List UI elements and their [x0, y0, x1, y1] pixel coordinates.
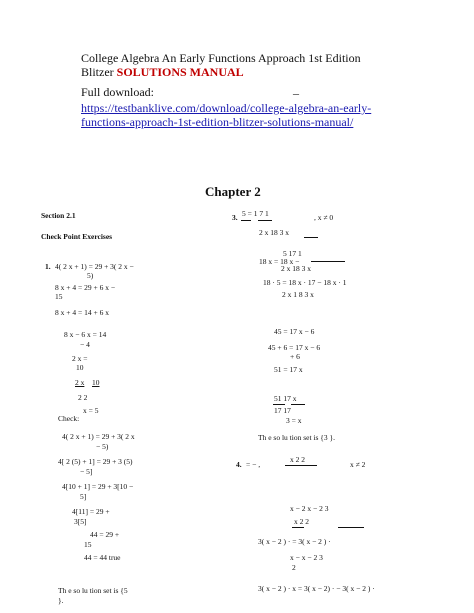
full-download-label: Full download:: [81, 85, 155, 99]
p3-line: 18 x = 18 x −: [259, 257, 300, 266]
check-line: 3[5]: [74, 517, 87, 526]
p4-line: x 2 2: [294, 517, 309, 526]
fraction-bar: [258, 220, 272, 221]
check-label: Check:: [58, 414, 80, 423]
author-line: [81, 65, 244, 79]
p1-line: 2 2: [78, 393, 88, 402]
p3-line: 51 = 17 x: [274, 365, 303, 374]
p3-line: 5 17 1: [283, 249, 302, 258]
p1-line: 15: [55, 292, 63, 301]
p4-line: x − x − 2 3: [290, 553, 323, 562]
check-line: 4( 2 x + 1) = 29 + 3( 2 x: [62, 432, 135, 441]
p4-line: x 2 2: [290, 455, 305, 464]
solution-set-3: Th e so lu tion set is {3 }.: [258, 433, 335, 442]
p4-line: = − ,: [246, 460, 261, 469]
download-link-line-2[interactable]: functions-approach-1st-edition-blitzer-solutions-manual/: [81, 115, 354, 129]
solution-set-1: Th e so lu tion set is {5: [58, 586, 128, 595]
p1-line: − 4: [80, 340, 90, 349]
chapter-title: Chapter 2: [205, 184, 261, 199]
check-line: 44 = 44 true: [84, 553, 121, 562]
p1-line: 8 x + 4 = 29 + 6 x −: [55, 283, 116, 292]
p4-line: 3( x − 2 ) · x = 3( x − 2) · − 3( x − 2 ) ·: [258, 584, 375, 593]
check-line: − 5]: [80, 467, 93, 476]
p1-line: 10: [92, 378, 100, 387]
title-line: College Algebra An Early Functions Approach 1st Edition: [81, 51, 361, 65]
fraction-bar: [338, 527, 364, 528]
p3-line: 5 = 1 7 1: [242, 209, 269, 218]
p4-line: x − 2 x − 2 3: [290, 504, 329, 513]
download-link-line-1[interactable]: https://testbanklive.com/download/college-algebra-an-early-: [81, 101, 372, 115]
p1-line: x = 5: [83, 406, 99, 415]
p3-line: + 6: [290, 352, 300, 361]
problem-4-number: 4.: [236, 460, 242, 469]
fraction-bar: [304, 237, 318, 238]
p3-line: 45 + 6 = 17 x − 6: [268, 343, 321, 352]
problem-3-number: 3.: [232, 213, 238, 222]
check-line: 4[11] = 29 +: [72, 507, 110, 516]
check-line: 4[10 + 1] = 29 + 3[10 −: [62, 482, 134, 491]
section-heading: Section 2.1: [41, 211, 76, 220]
fraction-bar: [311, 261, 345, 262]
p1-line: 8 x − 6 x = 14: [64, 330, 107, 339]
p3-line: 45 = 17 x − 6: [274, 327, 315, 336]
check-line: 5]: [80, 492, 87, 501]
p1-line: 10: [76, 363, 84, 372]
problem-1-number: 1.: [45, 262, 51, 271]
fraction-bar: [273, 404, 285, 405]
fraction-bar: [285, 465, 317, 466]
p3-line: 2 x 18 3 x: [281, 264, 311, 273]
check-line: 4[ 2 (5) + 1] = 29 + 3 (5): [58, 457, 133, 466]
p4-line: x ≠ 2: [350, 460, 366, 469]
fraction-bar: [241, 220, 251, 221]
p3-line: , x ≠ 0: [314, 213, 334, 222]
p4-line: 2: [292, 563, 296, 572]
p1-line: 2 x: [75, 378, 85, 387]
author-name: Blitzer: [81, 65, 114, 79]
check-line: − 5): [96, 442, 109, 451]
check-line: 15: [84, 540, 92, 549]
p3-line: 18 · 5 = 18 x · 17 − 18 x · 1: [263, 278, 347, 287]
p3-line: 2 x 1 8 3 x: [282, 290, 314, 299]
fraction-bar: [291, 404, 305, 405]
p1-line: 8 x + 4 = 14 + 6 x: [55, 308, 109, 317]
check-point-heading: Check Point Exercises: [41, 232, 113, 241]
p1-line: 2 x =: [72, 354, 88, 363]
p4-line: 3( x − 2 ) · = 3( x − 2 ) ·: [258, 537, 331, 546]
underscore-mark: _: [293, 82, 299, 96]
p3-line: 51 17 x: [274, 394, 297, 403]
solution-set-1-end: }.: [58, 596, 64, 605]
p1-line: 4( 2 x + 1) = 29 + 3( 2 x −: [55, 262, 134, 271]
fraction-bar: [292, 527, 304, 528]
p3-line: 17 17: [274, 406, 291, 415]
p3-line: 2 x 18 3 x: [259, 228, 289, 237]
check-line: 44 = 29 +: [90, 530, 120, 539]
p1-line: 5): [87, 271, 94, 280]
p3-line: 3 = x: [286, 416, 302, 425]
solutions-manual-label: SOLUTIONS MANUAL: [116, 65, 244, 79]
